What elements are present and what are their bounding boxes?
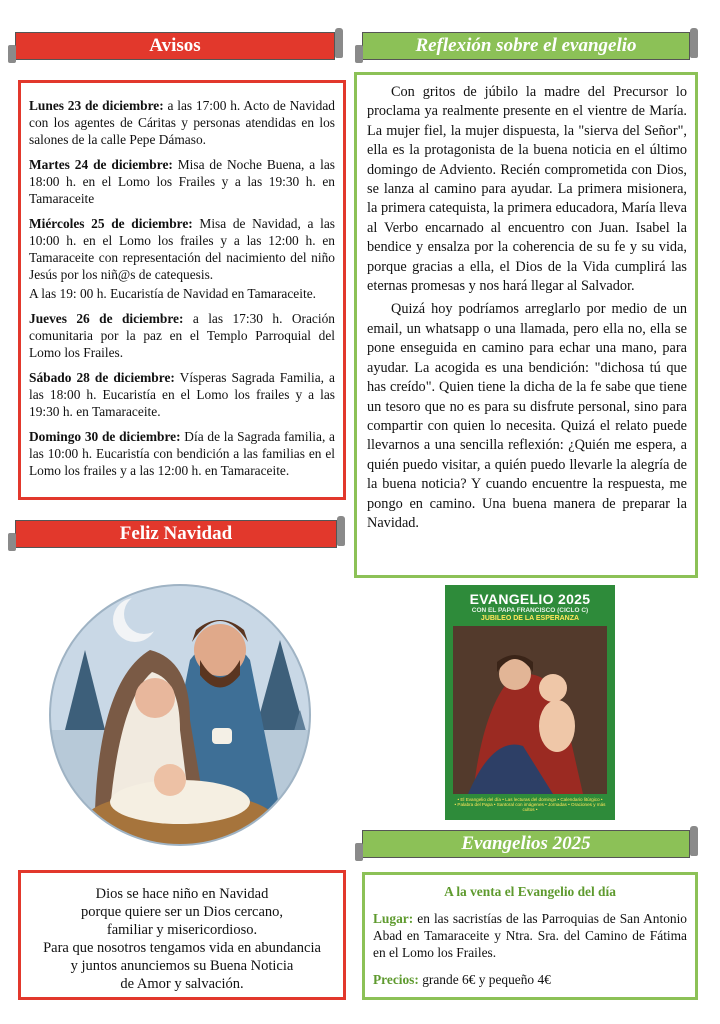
cup-icon <box>212 728 232 744</box>
book-title: EVANGELIO 2025 <box>469 591 591 607</box>
precios-line: Precios: grande 6€ y pequeño 4€ <box>373 972 551 987</box>
avisos-box <box>18 80 346 500</box>
avisos-title: Avisos <box>149 35 201 56</box>
navidad-title: Feliz Navidad <box>119 523 233 544</box>
evangelios-title: Evangelios 2025 <box>461 833 591 854</box>
aviso-item-extra: A las 19: 00 h. Eucaristía de Navidad en Tamaraceite. <box>29 286 316 301</box>
nativity-illustration <box>40 580 320 860</box>
message-line: familiar y misericordioso. <box>106 922 258 938</box>
message-line: porque quiere ser un Dios cercano, <box>80 904 284 920</box>
aviso-item: Domingo 30 de diciembre: Día de la Sagrada familia, a las 10:00 h. Eucaristía con bendición a las familias en el Lomo los frailes y a las 12:00 h. en Tamaraceite. <box>29 429 335 478</box>
aviso-item: Miércoles 25 de diciembre: Misa de Navidad, a las 10:00 h. en el Lomo los frailes y a las 12:00 h. en Tamaraceite con representación del nacimiento del niño Jesús por los niñ@s de catequesis. <box>29 216 335 282</box>
evangelio-book-cover <box>445 585 615 820</box>
evangelios-banner <box>362 826 698 858</box>
mary-face <box>135 678 175 718</box>
reflexion-paragraph: Quizá hoy podríamos arreglarlo por medio de un email, un whatsapp o una llamada, pero ella no, ella se pone enseguida en camino para echar una mano, para ayudar. La acogida es una bendición: "dichosa tú que has creído". Quien tiene la dicha de la fe sabe que tiene un tesoro que no es para su disfrute personal, sino para compartir con quien lo necesita. Quizá el relato puede llevarnos a una sencilla reflexión: ¿Quién me espera, a quién puedo visitar, a quién puedo llevarle la alegría de la buena noticia? Y cuando encuentre la respuesta, me pongo en camino. Una buena manera de preparar la Navidad. <box>367 301 687 531</box>
madonna-painting <box>453 626 607 794</box>
book-footer-1: • El Evangelio del día • Las lecturas del domingo • Calendario litúrgico • <box>457 797 603 802</box>
reflexion-banner <box>362 28 698 60</box>
navidad-banner <box>15 516 345 548</box>
message-line: Para que nosotros tengamos vida en abundancia <box>43 940 321 956</box>
evangelios-headline: A la venta el Evangelio del día <box>444 884 616 899</box>
aviso-item: Jueves 26 de diciembre: a las 17:30 h. Oración comunitaria por la paz en el Templo Parroquial del Lomo los Frailes. <box>29 311 335 360</box>
avisos-banner <box>15 28 343 60</box>
message-line: Dios se hace niño en Navidad <box>95 886 269 902</box>
book-footer-2: • Palabra del Papa • Santoral con imágenes • Jornadas • Oraciones y más cultos • <box>454 802 606 812</box>
book-jubileo: JUBILEO DE LA ESPERANZA <box>480 615 580 622</box>
book-subtitle: CON EL PAPA FRANCISCO (CICLO C) <box>471 607 589 614</box>
aviso-item: Martes 24 de diciembre: Misa de Noche Buena, a las 18:00 h. en el Lomo los Frailes y a las 19:30 h. en Tamaraceite <box>29 157 335 206</box>
aviso-item: Lunes 23 de diciembre: a las 17:00 h. Acto de Navidad con los agentes de Cáritas y personas atendidas en los salones de la calle Pepe Dámaso. <box>29 98 335 147</box>
reflexion-box <box>354 72 698 578</box>
aviso-item: Sábado 28 de diciembre: Vísperas Sagrada Familia, a las 18:00 h. Eucaristía en el Lomo los frailes y a las 19:30 h. en Tamaraceite. <box>29 370 335 419</box>
message-line: y juntos anunciemos su Buena Noticia <box>70 958 294 974</box>
child-face <box>539 674 567 702</box>
baby-jesus-face <box>154 764 186 796</box>
evangelios-box <box>362 872 698 1000</box>
reflexion-title: Reflexión sobre el evangelio <box>415 35 637 56</box>
reflexion-paragraph: Con gritos de júbilo la madre del Precursor lo proclama ya realmente presente en el vientre de María. La mujer fiel, la mujer dispuesta, la "sierva del Señor", ella es la protagonista de la buena noticia en el último domingo de Adviento. Recién comprometida con Dios, se lanza al camino para ayudar. La primera misionera, la primera catequista, la primera educadora, María lleva al Verbo encarnado al encuentro con Juan. Isabel la bendice y ensalza por la coherencia de su fe y su vida, porque gracias a ella, el Dios de la Vida cumplirá las eternas promesas y nos hará llegar al Salvador. <box>367 84 687 295</box>
message-line: de Amor y salvación. <box>120 976 244 992</box>
lugar-line: Lugar: en las sacristías de las Parroquias de San Antonio Abad en Tamaraceite y Ntra. Sra. del Camino de Fátima en el Lomo los Frailes. <box>373 911 687 960</box>
navidad-message-box <box>18 870 346 1000</box>
